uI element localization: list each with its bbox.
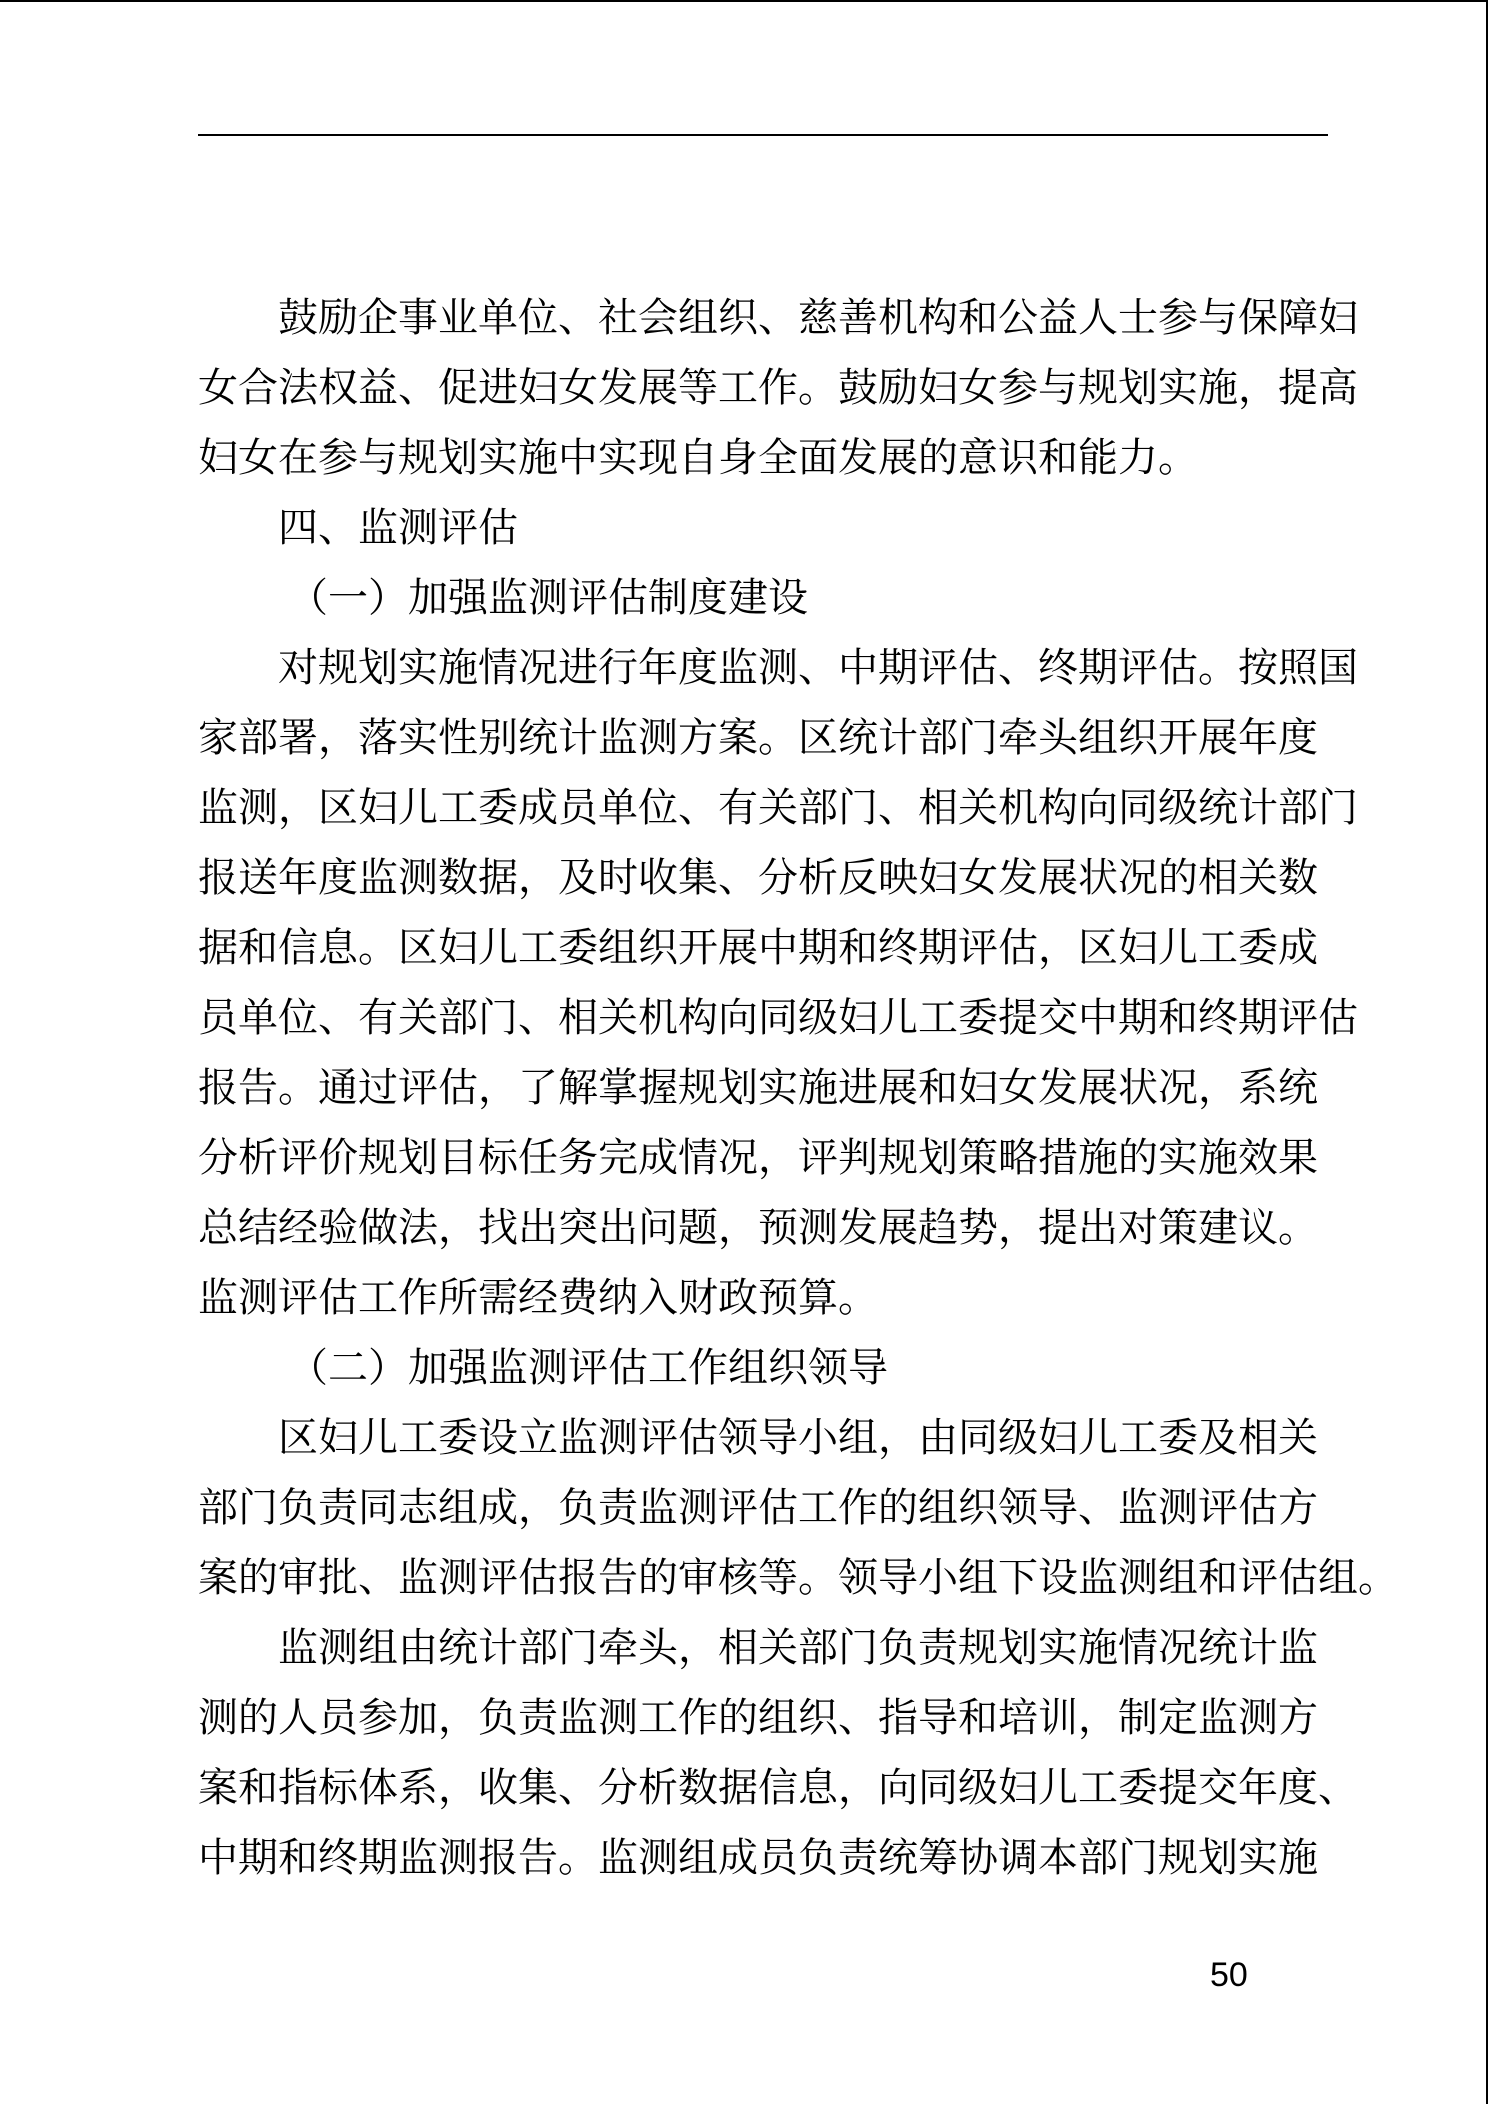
subsection-heading: （二）加强监测评估工作组织领导 xyxy=(288,1345,888,1391)
paragraph-line: 中期和终期监测报告。监测组成员负责统筹协调本部门规划实施 xyxy=(198,1835,1318,1881)
paragraph-line: 案和指标体系，收集、分析数据信息，向同级妇儿工委提交年度、 xyxy=(198,1765,1358,1811)
paragraph-line: 监测，区妇儿工委成员单位、有关部门、相关机构向同级统计部门 xyxy=(198,785,1358,831)
paragraph-line: 监测组由统计部门牵头，相关部门负责规划实施情况统计监 xyxy=(278,1625,1318,1671)
paragraph-line: 家部署，落实性别统计监测方案。区统计部门牵头组织开展年度 xyxy=(198,715,1318,761)
paragraph-line: 妇女在参与规划实施中实现自身全面发展的意识和能力。 xyxy=(198,435,1198,481)
paragraph-line: 女合法权益、促进妇女发展等工作。鼓励妇女参与规划实施，提高 xyxy=(198,365,1358,411)
paragraph-line: 监测评估工作所需经费纳入财政预算。 xyxy=(198,1275,878,1321)
document-body xyxy=(198,283,1398,1893)
paragraph-line: 报告。通过评估，了解掌握规划实施进展和妇女发展状况，系统 xyxy=(198,1065,1318,1111)
paragraph-line: 鼓励企事业单位、社会组织、慈善机构和公益人士参与保障妇 xyxy=(278,295,1358,341)
paragraph-line: 案的审批、监测评估报告的审核等。领导小组下设监测组和评估组。 xyxy=(198,1555,1398,1601)
subsection-heading: （一）加强监测评估制度建设 xyxy=(288,575,808,621)
page-number: 50 xyxy=(1210,1956,1248,1994)
paragraph-line: 报送年度监测数据，及时收集、分析反映妇女发展状况的相关数 xyxy=(198,855,1318,901)
paragraph-line: 部门负责同志组成，负责监测评估工作的组织领导、监测评估方 xyxy=(198,1485,1318,1531)
section-heading: 四、监测评估 xyxy=(278,505,518,551)
paragraph-line: 测的人员参加，负责监测工作的组织、指导和培训，制定监测方 xyxy=(198,1695,1318,1741)
paragraph-line: 区妇儿工委设立监测评估领导小组，由同级妇儿工委及相关 xyxy=(278,1415,1318,1461)
paragraph-line: 据和信息。区妇儿工委组织开展中期和终期评估，区妇儿工委成 xyxy=(198,925,1318,971)
page-top-border xyxy=(0,0,1488,2)
paragraph-line: 对规划实施情况进行年度监测、中期评估、终期评估。按照国 xyxy=(278,645,1358,691)
paragraph-line: 分析评价规划目标任务完成情况，评判规划策略措施的实施效果 xyxy=(198,1135,1318,1181)
paragraph-line: 总结经验做法，找出突出问题，预测发展趋势，提出对策建议。 xyxy=(198,1205,1318,1251)
header-rule xyxy=(198,134,1328,136)
paragraph-line: 员单位、有关部门、相关机构向同级妇儿工委提交中期和终期评估 xyxy=(198,995,1358,1041)
